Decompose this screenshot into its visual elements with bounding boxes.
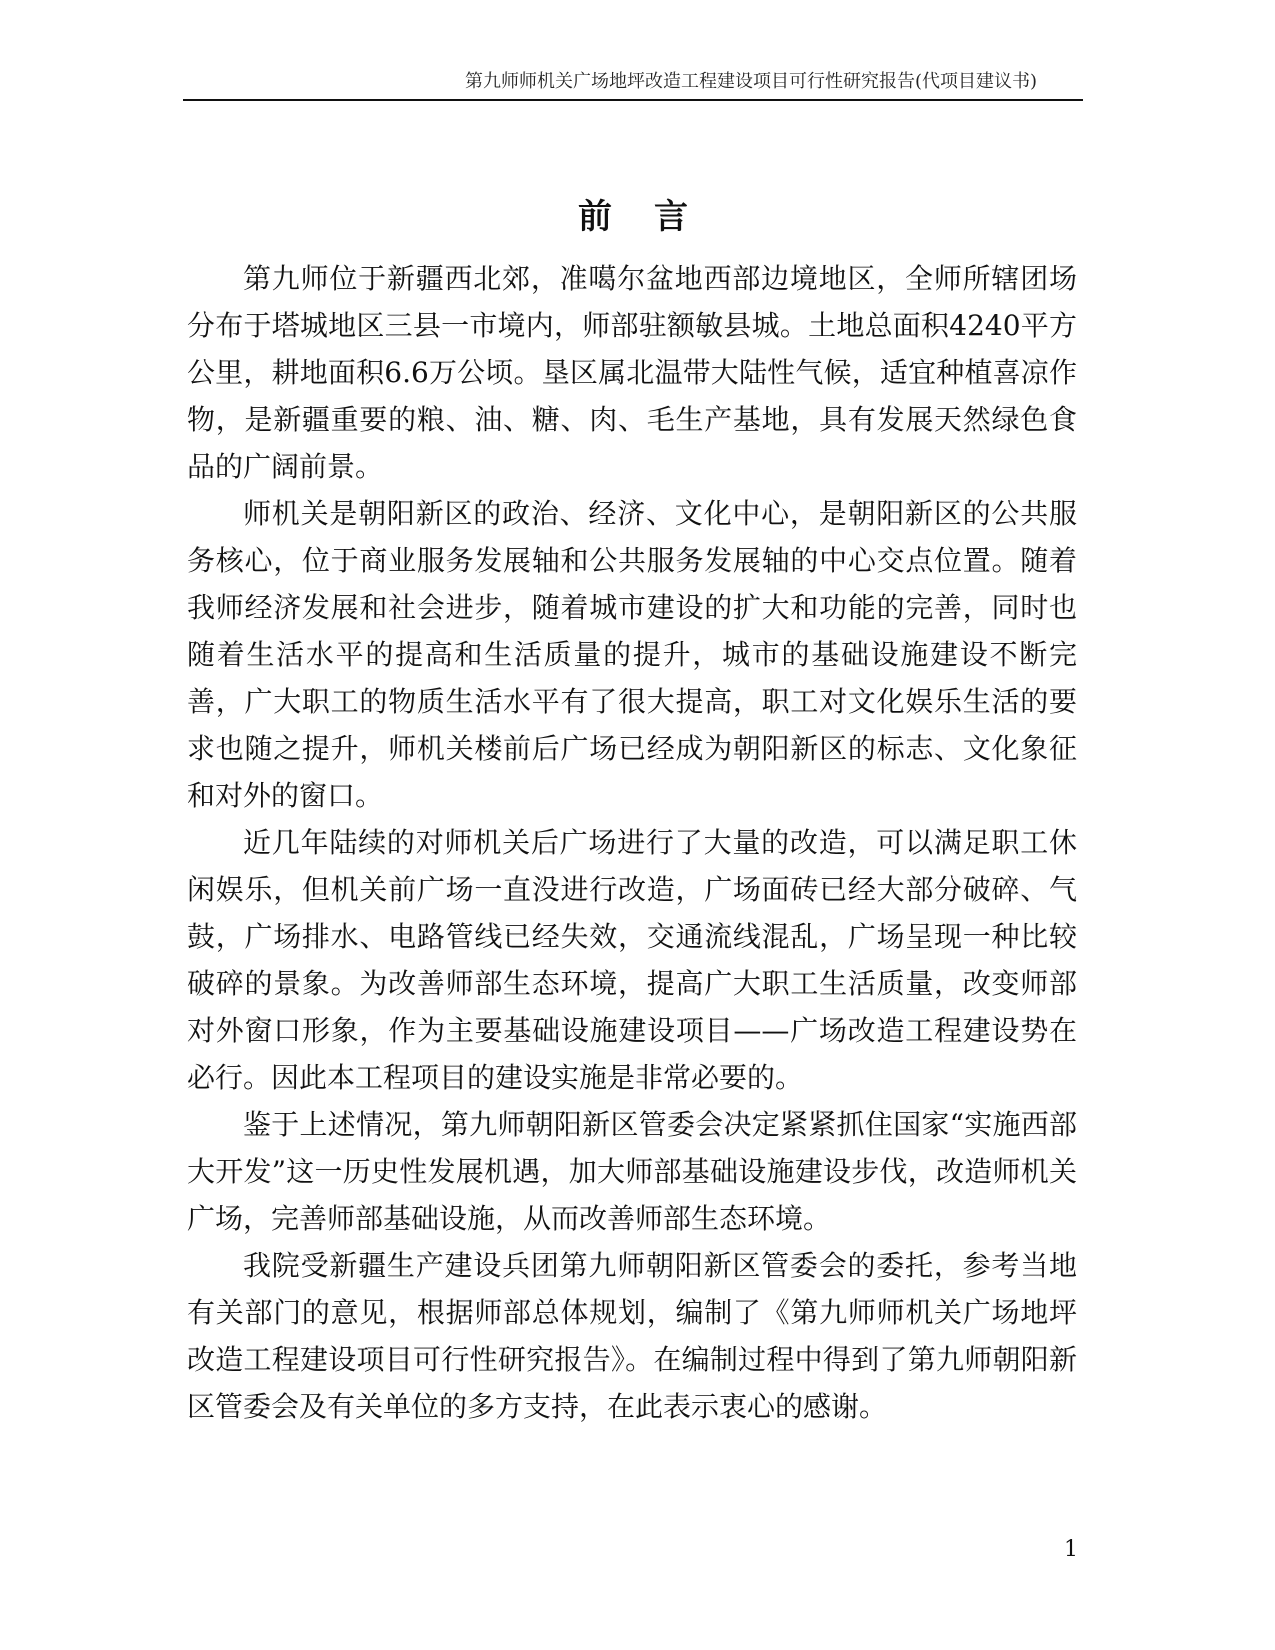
page-number: 1 (1064, 1537, 1078, 1562)
paragraph-2: 师机关是朝阳新区的政治、经济、文化中心，是朝阳新区的公共服务核心，位于商业服务发展轴和公共服务发展轴的中心交点位置。随着我师经济发展和社会进步，随着城市建设的扩大和功能的完善，同时也随着生活水平的提高和生活质量的提升，城市的基础设施建设不断完善，广大职工的物质生活水平有了很大提高，职工对文化娱乐生活的要求也随之提升，师机关楼前后广场已经成为朝阳新区的标志、文化象征和对外的窗口。 (187, 497, 1077, 812)
paragraph-4: 鉴于上述情况，第九师朝阳新区管委会决定紧紧抓住国家“实施西部大开发”这一历史性发展机遇，加大师部基础设施建设步伐，改造师机关广场，完善师部基础设施，从而改善师部生态环境。 (187, 1108, 1077, 1235)
header-rule (183, 99, 1083, 101)
running-header: 第九师师机关广场地坪改造工程建设项目可行性研究报告(代项目建议书) (464, 71, 1037, 92)
paragraph-5: 我院受新疆生产建设兵团第九师朝阳新区管委会的委托，参考当地有关部门的意见，根据师部总体规划，编制了《第九师师机关广场地坪改造工程建设项目可行性研究报告》。在编制过程中得到了第九师朝阳新区管委会及有关单位的多方支持，在此表示衷心的感谢。 (187, 1249, 1077, 1423)
paragraph-1: 第九师位于新疆西北郊，准噶尔盆地西部边境地区，全师所辖团场分布于塔城地区三县一市境内，师部驻额敏县城。土地总面积4240平方公里，耕地面积6.6万公顷。垦区属北温带大陆性气候，适宜种植喜凉作物，是新疆重要的粮、油、糖、肉、毛生产基地，具有发展天然绿色食品的广阔前景。 (187, 262, 1077, 483)
document-body (187, 255, 1077, 1430)
paragraph-3: 近几年陆续的对师机关后广场进行了大量的改造，可以满足职工休闲娱乐，但机关前广场一直没进行改造，广场面砖已经大部分破碎、气鼓，广场排水、电路管线已经失效，交通流线混乱，广场呈现一种比较破碎的景象。为改善师部生态环境，提高广大职工生活质量，改变师部对外窗口形象，作为主要基础设施建设项目——广场改造工程建设势在必行。因此本工程项目的建设实施是非常必要的。 (187, 826, 1077, 1094)
page-title: 前言 (578, 196, 730, 237)
